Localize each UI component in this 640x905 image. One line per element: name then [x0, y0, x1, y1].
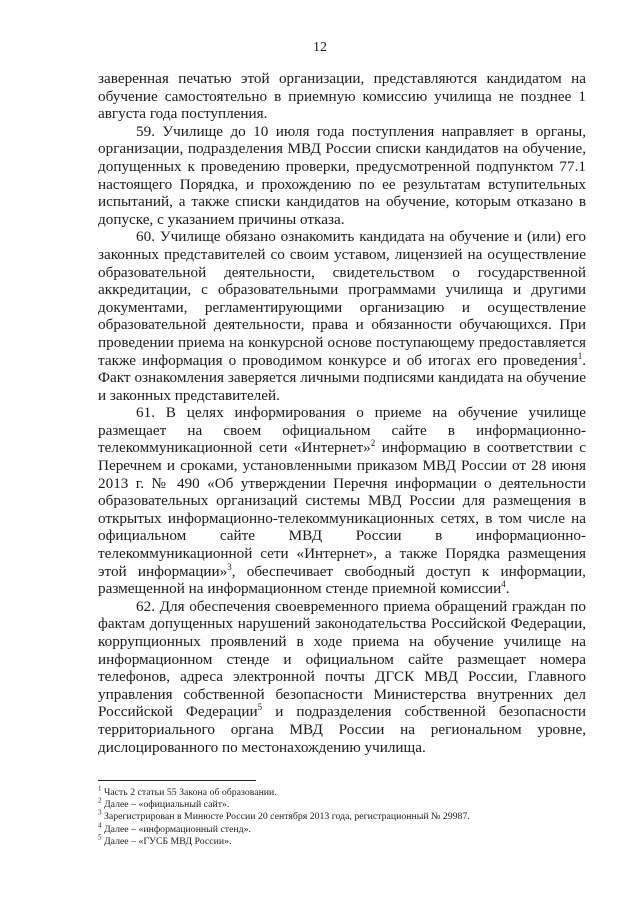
footnote-text: Часть 2 статьи 55 Закона об образовании. [101, 787, 277, 798]
paragraph-text: 59. Училище до 10 июля года поступления направляет в органы, организации, подразделения МВД России списки кандидатов на обучение, допущенных к проведению проверки, предусмотренной подпунктом 77.1 настоящего Порядка, и прохождению по ее результатам вступительных испытаний, а также списки кандидатов на обучение, которым отказано в допуске, с указанием причины отказа. [98, 122, 586, 228]
footnote-ref: 3 [227, 561, 232, 572]
paragraph-text: информацию в соответствии с Перечнем и сроками, установленными приказом МВД России от 28 июня 2013 г. № 490 «Об утверждении Перечня информации о деятельности образовательных организаций системы МВД России для размещения в открытых информационно-телекоммуникационных сетях, в том числе на официальном сайте МВД России в информационно-телекоммуникационной сети «Интернет», а также Порядка размещения этой информации» [98, 439, 586, 580]
footnote-divider [98, 780, 256, 781]
footnote-ref: 1 [577, 350, 583, 361]
footnotes [98, 784, 586, 848]
footnote-5 [98, 833, 586, 848]
footnote-text: Далее – «официальный сайт». [101, 799, 230, 811]
paragraph-62 [98, 598, 586, 756]
footnote-1 [98, 784, 586, 799]
footnote-2 [98, 796, 586, 811]
paragraph-text: и подразделения собственной безопасности территориального органа МВД России на региональном уровне, дислоцированного по местонахождению училища. [98, 703, 587, 756]
footnote-text: Далее – «информационный стенд». [101, 823, 252, 835]
page-number: 12 [313, 40, 327, 55]
paragraph-60 [98, 228, 586, 404]
paragraph-61 [98, 404, 586, 598]
footnote-text: Далее – «ГУСБ МВД России». [101, 835, 232, 847]
footnote-mark: 4 [98, 821, 102, 830]
paragraph-continuation [98, 70, 586, 123]
footnote-ref: 5 [257, 702, 263, 713]
paragraph-text: . [505, 580, 510, 598]
paragraph-text: 60. Училище обязано ознакомить кандидата на обучение и (или) его законных представителей со своим уставом, лицензией на осуществление образовательной деятельности, свидетельством о государственной аккредитации, с образовательными программами училища и другими документами, регламентирующими организацию и осуществление образовательной деятельности, права и обязанности обучающихся. При проведении приема на конкурсной основе поступающему предоставляется также информация о проводимом конкурсе и об итогах его проведения [98, 228, 586, 369]
paragraph-text: . Факт ознакомления заверяется личными подписями кандидата на обучение и законных представителей. [98, 351, 586, 404]
document-body [98, 70, 586, 756]
paragraph-text: 61. В целях информирования о приеме на обучение училище размещает на своем официальном сайте в информационно-телекоммуникационной сети «Интернет» [98, 404, 586, 457]
footnote-mark: 1 [98, 784, 102, 793]
paragraph-59 [98, 123, 586, 229]
footnote-text: Зарегистрирован в Минюсте России 20 сентября 2013 года, регистрационный № 29987. [101, 811, 470, 823]
footnote-ref: 4 [501, 579, 506, 590]
footnote-mark: 2 [98, 796, 102, 805]
paragraph-text: 62. Для обеспечения своевременного приема обращений граждан по фактам допущенных нарушений законодательства Российской Федерации, коррупционных проявлений в ходе приема на обучение училище на информационном стенде и официальном сайте размещает номера телефонов, адреса электронной почты ДГСК МВД России, Главного управления собственной безопасности Министерства внутренних дел Российской Федерации [98, 597, 586, 721]
footnote-ref: 2 [370, 438, 376, 449]
footnote-4 [98, 821, 586, 836]
footnote-3 [98, 811, 586, 823]
footnote-mark: 3 [98, 809, 102, 818]
footnote-mark: 5 [98, 833, 102, 842]
paragraph-text: заверенная печатью этой организации, представляются кандидатом на обучение самостоятельно в приемную комиссию училища не позднее 1 августа года поступления. [98, 70, 586, 123]
paragraph-text: , обеспечивает свободный доступ к информации, размещенной на информационном стенде приемной комиссии [98, 562, 586, 598]
